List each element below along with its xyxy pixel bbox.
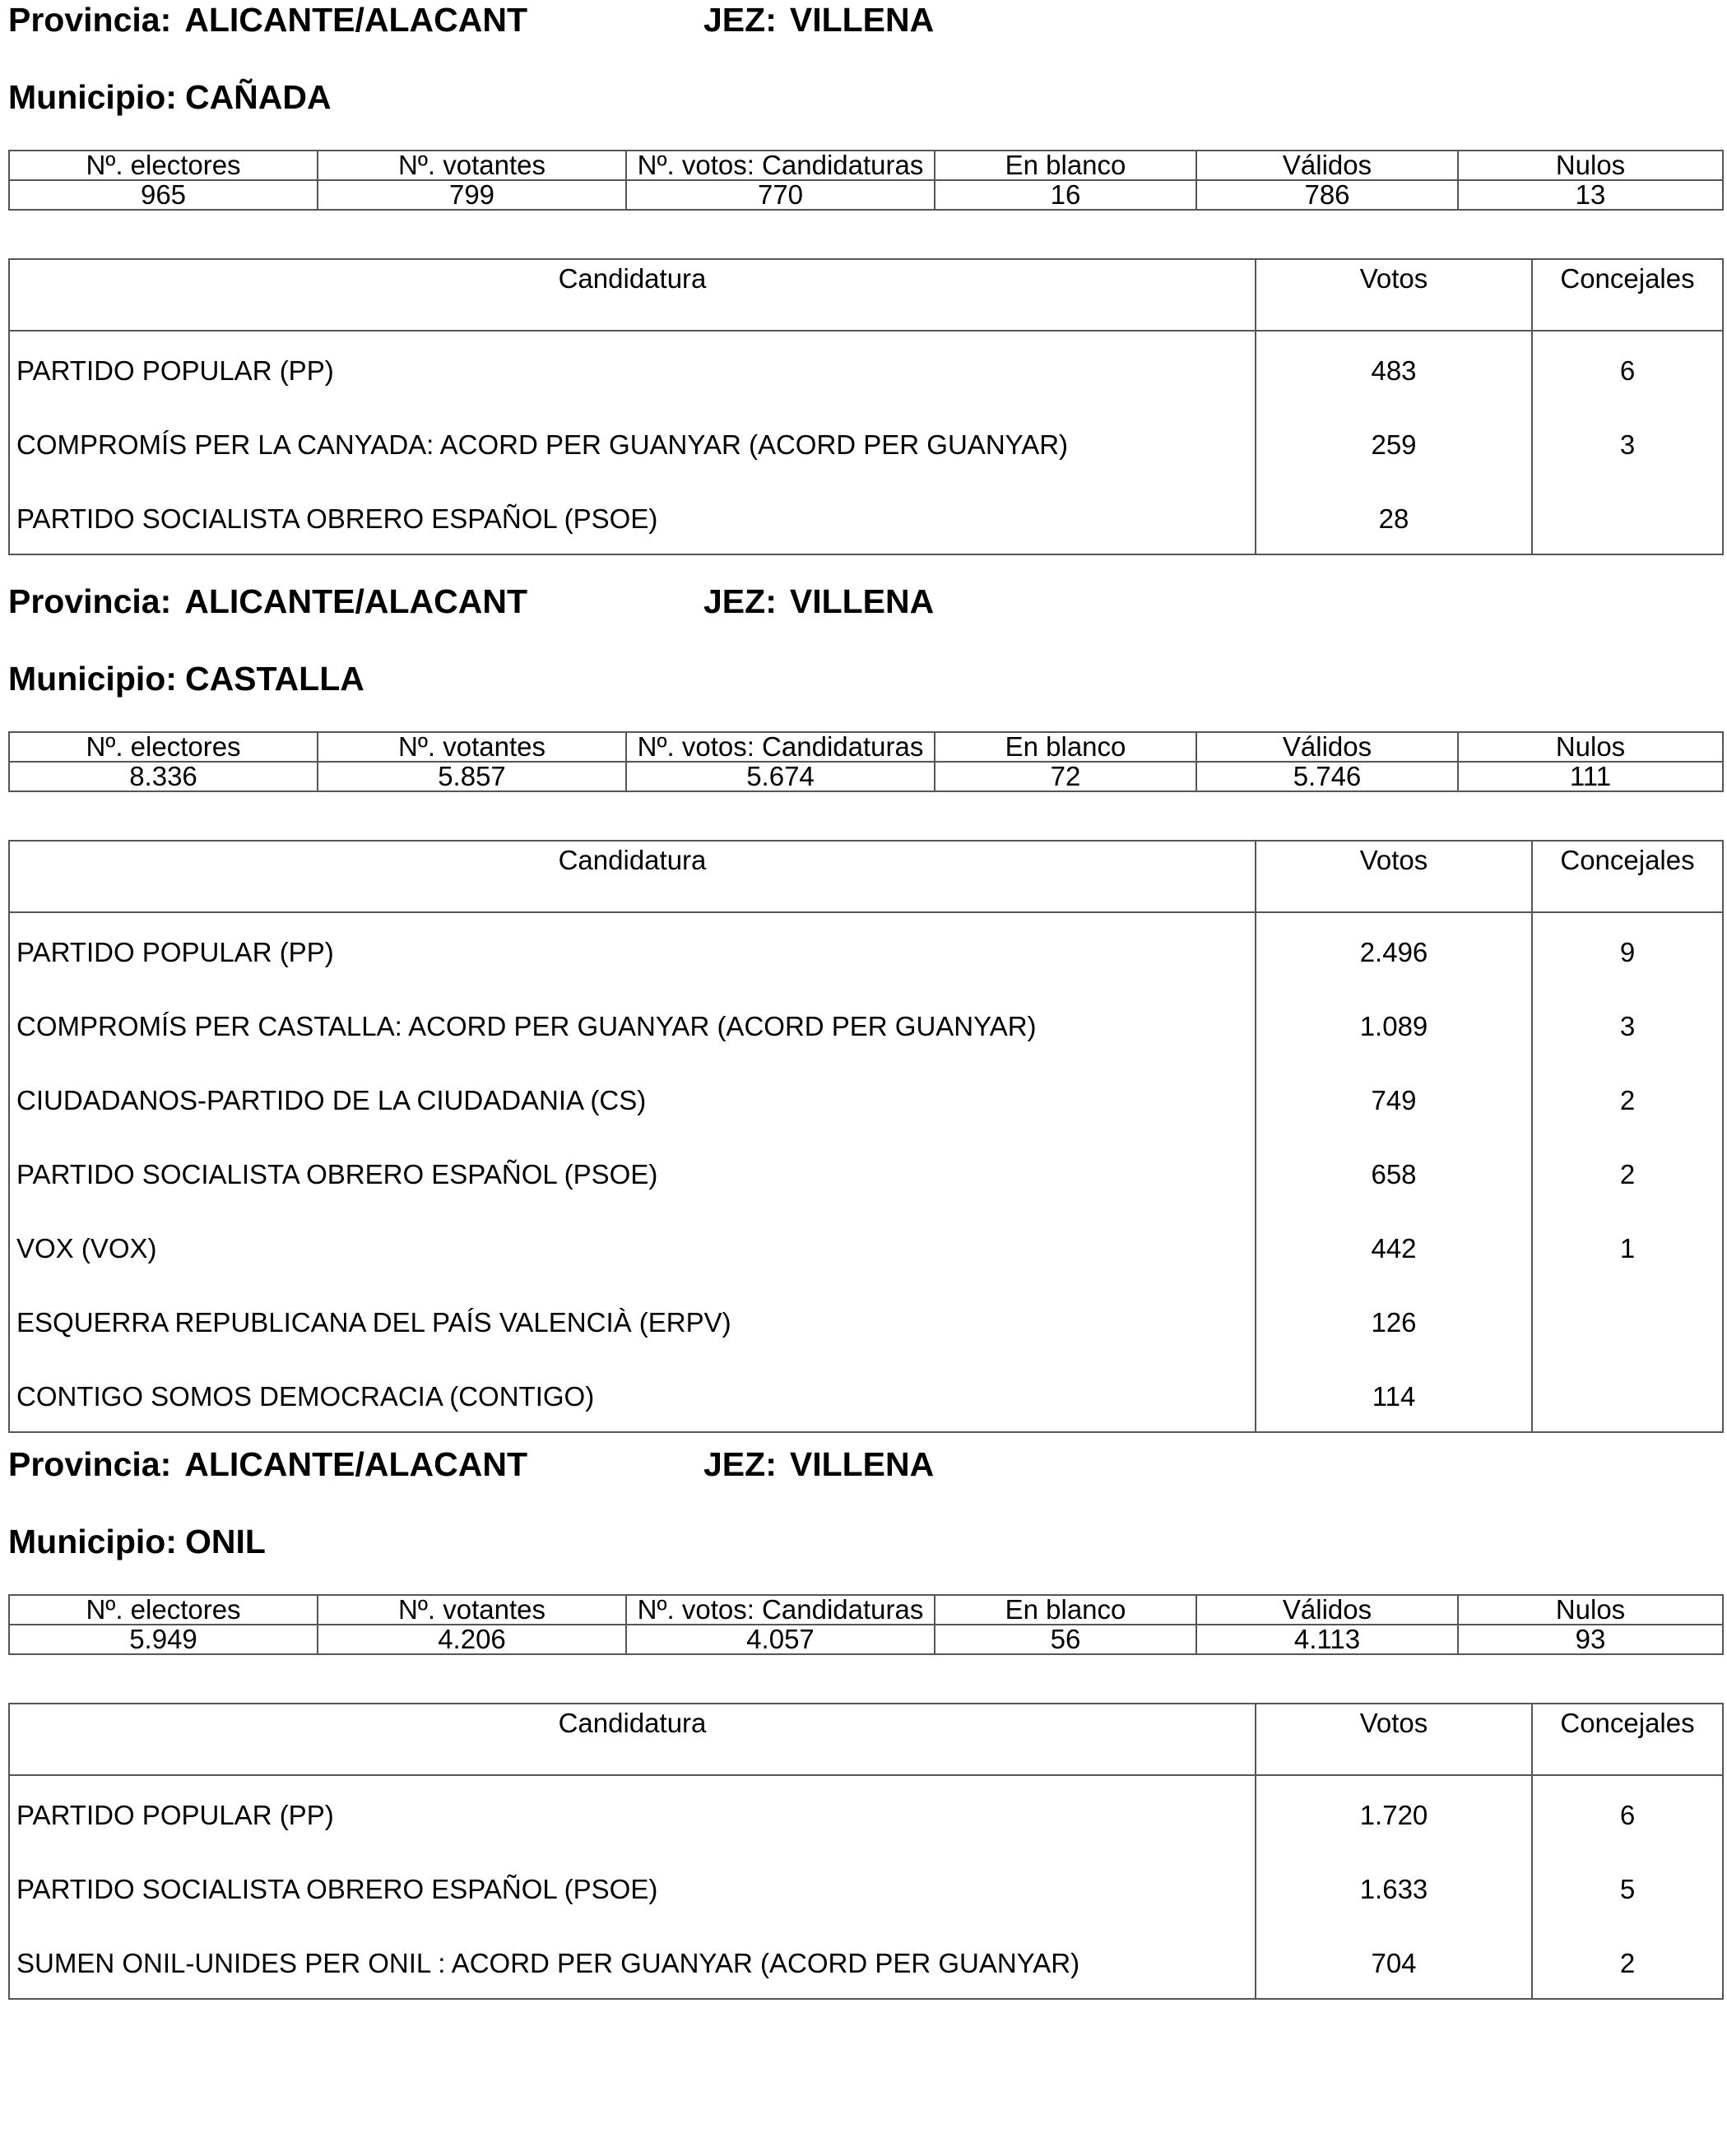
municipio-value: ONIL — [184, 1523, 266, 1560]
candidatura-concejales: 6 — [1619, 1800, 1636, 1830]
municipio-line — [8, 1522, 266, 1561]
stats-header-votantes: Nº. votantes — [318, 732, 626, 762]
candidatura-row — [9, 912, 1723, 987]
candidatura-row — [9, 1357, 1723, 1432]
candidatura-name: ESQUERRA REPUBLICANA DEL PAÍS VALENCIÀ (ERPV) — [9, 1283, 1256, 1357]
header-candidatura: Candidatura — [9, 1704, 1256, 1775]
candidatura-votos: 28 — [1256, 480, 1532, 554]
stats-header-en-blanco: En blanco — [935, 732, 1196, 762]
candidatura-row — [9, 1283, 1723, 1357]
candidatura-votos: 259 — [1256, 406, 1532, 480]
candidatura-votos: 1.633 — [1256, 1850, 1532, 1924]
jez-label: JEZ: — [703, 1445, 777, 1483]
candidaturas-header-row — [9, 1704, 1723, 1775]
stats-header-validos: Válidos — [1196, 1595, 1458, 1625]
candidatura-concejales: 5 — [1619, 1874, 1636, 1904]
header-concejales: Concejales — [1532, 259, 1723, 331]
candidatura-concejales: 1 — [1619, 1233, 1636, 1263]
candidatura-name: PARTIDO SOCIALISTA OBRERO ESPAÑOL (PSOE) — [9, 480, 1256, 554]
stats-votantes: 4.206 — [318, 1625, 626, 1654]
candidatura-concejales: 9 — [1619, 937, 1636, 967]
stats-header-row — [9, 1595, 1723, 1625]
candidatura-concejales: 6 — [1619, 355, 1636, 386]
candidatura-row — [9, 1775, 1723, 1850]
candidatura-name: COMPROMÍS PER CASTALLA: ACORD PER GUANYAR (ACORD PER GUANYAR) — [9, 987, 1256, 1061]
candidatura-row — [9, 987, 1723, 1061]
candidatura-votos: 126 — [1256, 1283, 1532, 1357]
municipio-label: Municipio: — [8, 78, 177, 116]
candidatura-concejales: 2 — [1619, 1948, 1636, 1978]
stats-header-row — [9, 732, 1723, 762]
candidatura-votos: 658 — [1256, 1135, 1532, 1209]
candidatura-concejales: 2 — [1619, 1159, 1636, 1189]
jez-label: JEZ: — [703, 1, 777, 39]
header-concejales: Concejales — [1532, 1704, 1723, 1775]
stats-value-row — [9, 762, 1723, 791]
candidatura-votos: 749 — [1256, 1061, 1532, 1135]
header-votos: Votos — [1256, 841, 1532, 912]
candidatura-name: COMPROMÍS PER LA CANYADA: ACORD PER GUANYAR (ACORD PER GUANYAR) — [9, 406, 1256, 480]
stats-header-en-blanco: En blanco — [935, 1595, 1196, 1625]
header-candidatura: Candidatura — [9, 259, 1256, 331]
stats-value-row — [9, 180, 1723, 210]
municipio-value: CASTALLA — [184, 660, 364, 698]
candidatura-concejales: 2 — [1619, 1085, 1636, 1115]
stats-nulos: 93 — [1458, 1625, 1723, 1654]
candidatura-name: CIUDADANOS-PARTIDO DE LA CIUDADANIA (CS) — [9, 1061, 1256, 1135]
stats-electores: 965 — [9, 180, 318, 210]
candidatura-row — [9, 480, 1723, 554]
candidatura-concejales: 3 — [1619, 1011, 1636, 1041]
candidatura-concejales — [1532, 480, 1723, 554]
stats-header-votantes: Nº. votantes — [318, 1595, 626, 1625]
municipio-value: CAÑADA — [184, 78, 332, 116]
provincia-label: Provincia: — [8, 582, 172, 620]
candidatura-name: PARTIDO POPULAR (PP) — [9, 1775, 1256, 1850]
stats-table — [8, 150, 1724, 211]
stats-en-blanco: 56 — [935, 1625, 1196, 1654]
municipio-label: Municipio: — [8, 660, 177, 698]
stats-header-electores: Nº. electores — [9, 732, 318, 762]
jez-line — [703, 1444, 934, 1484]
candidatura-votos: 483 — [1256, 331, 1532, 406]
candidatura-votos: 442 — [1256, 1209, 1532, 1283]
candidatura-name: CONTIGO SOMOS DEMOCRACIA (CONTIGO) — [9, 1357, 1256, 1432]
provincia-label: Provincia: — [8, 1, 172, 39]
municipio-line — [8, 77, 332, 117]
candidatura-votos: 114 — [1256, 1357, 1532, 1432]
stats-header-electores: Nº. electores — [9, 151, 318, 180]
stats-header-validos: Válidos — [1196, 151, 1458, 180]
candidatura-name: PARTIDO POPULAR (PP) — [9, 912, 1256, 987]
candidaturas-header-row — [9, 841, 1723, 912]
stats-table — [8, 731, 1724, 792]
provincia-label: Provincia: — [8, 1445, 172, 1483]
provincia-line — [8, 0, 527, 39]
candidaturas-header-row — [9, 259, 1723, 331]
candidaturas-table — [8, 1703, 1724, 2000]
jez-label: JEZ: — [703, 582, 777, 620]
candidatura-concejales — [1532, 1357, 1723, 1432]
stats-validos: 4.113 — [1196, 1625, 1458, 1654]
provincia-value: ALICANTE/ALACANT — [184, 1, 528, 39]
stats-validos: 786 — [1196, 180, 1458, 210]
provincia-line — [8, 1444, 527, 1484]
stats-table — [8, 1594, 1724, 1655]
candidatura-row — [9, 1209, 1723, 1283]
stats-header-nulos: Nulos — [1458, 1595, 1723, 1625]
stats-header-nulos: Nulos — [1458, 732, 1723, 762]
stats-en-blanco: 72 — [935, 762, 1196, 791]
candidatura-name: SUMEN ONIL-UNIDES PER ONIL : ACORD PER GUANYAR (ACORD PER GUANYAR) — [9, 1924, 1256, 1999]
stats-votos-candidaturas: 4.057 — [626, 1625, 935, 1654]
header-concejales: Concejales — [1532, 841, 1723, 912]
stats-header-votos-candidaturas: Nº. votos: Candidaturas — [626, 732, 935, 762]
provincia-line — [8, 582, 527, 621]
municipio-line — [8, 659, 364, 698]
provincia-value: ALICANTE/ALACANT — [184, 582, 528, 620]
header-votos: Votos — [1256, 1704, 1532, 1775]
candidatura-concejales — [1532, 1283, 1723, 1357]
jez-value: VILLENA — [789, 1, 935, 39]
candidatura-votos: 704 — [1256, 1924, 1532, 1999]
candidatura-concejales: 3 — [1619, 429, 1636, 460]
stats-votos-candidaturas: 770 — [626, 180, 935, 210]
candidatura-name: PARTIDO POPULAR (PP) — [9, 331, 1256, 406]
stats-header-electores: Nº. electores — [9, 1595, 318, 1625]
jez-line — [703, 582, 934, 621]
stats-header-row — [9, 151, 1723, 180]
candidatura-row — [9, 406, 1723, 480]
candidatura-row — [9, 1135, 1723, 1209]
candidatura-name: VOX (VOX) — [9, 1209, 1256, 1283]
stats-votantes: 799 — [318, 180, 626, 210]
provincia-value: ALICANTE/ALACANT — [184, 1445, 528, 1483]
stats-votantes: 5.857 — [318, 762, 626, 791]
jez-value: VILLENA — [789, 1445, 935, 1483]
candidatura-row — [9, 1924, 1723, 1999]
stats-header-votantes: Nº. votantes — [318, 151, 626, 180]
stats-header-en-blanco: En blanco — [935, 151, 1196, 180]
stats-header-votos-candidaturas: Nº. votos: Candidaturas — [626, 1595, 935, 1625]
candidatura-votos: 1.089 — [1256, 987, 1532, 1061]
candidatura-row — [9, 1061, 1723, 1135]
candidatura-name: PARTIDO SOCIALISTA OBRERO ESPAÑOL (PSOE) — [9, 1850, 1256, 1924]
stats-nulos: 111 — [1458, 762, 1723, 791]
stats-nulos: 13 — [1458, 180, 1723, 210]
candidatura-votos: 1.720 — [1256, 1775, 1532, 1850]
candidaturas-table — [8, 258, 1724, 555]
stats-en-blanco: 16 — [935, 180, 1196, 210]
header-votos: Votos — [1256, 259, 1532, 331]
stats-header-validos: Válidos — [1196, 732, 1458, 762]
jez-value: VILLENA — [789, 582, 935, 620]
jez-line — [703, 0, 934, 39]
stats-value-row — [9, 1625, 1723, 1654]
stats-electores: 8.336 — [9, 762, 318, 791]
stats-header-nulos: Nulos — [1458, 151, 1723, 180]
municipio-label: Municipio: — [8, 1523, 177, 1560]
candidatura-votos: 2.496 — [1256, 912, 1532, 987]
candidatura-row — [9, 1850, 1723, 1924]
candidaturas-table — [8, 840, 1724, 1433]
stats-votos-candidaturas: 5.674 — [626, 762, 935, 791]
stats-validos: 5.746 — [1196, 762, 1458, 791]
candidatura-name: PARTIDO SOCIALISTA OBRERO ESPAÑOL (PSOE) — [9, 1135, 1256, 1209]
stats-header-votos-candidaturas: Nº. votos: Candidaturas — [626, 151, 935, 180]
header-candidatura: Candidatura — [9, 841, 1256, 912]
candidatura-row — [9, 331, 1723, 406]
stats-electores: 5.949 — [9, 1625, 318, 1654]
